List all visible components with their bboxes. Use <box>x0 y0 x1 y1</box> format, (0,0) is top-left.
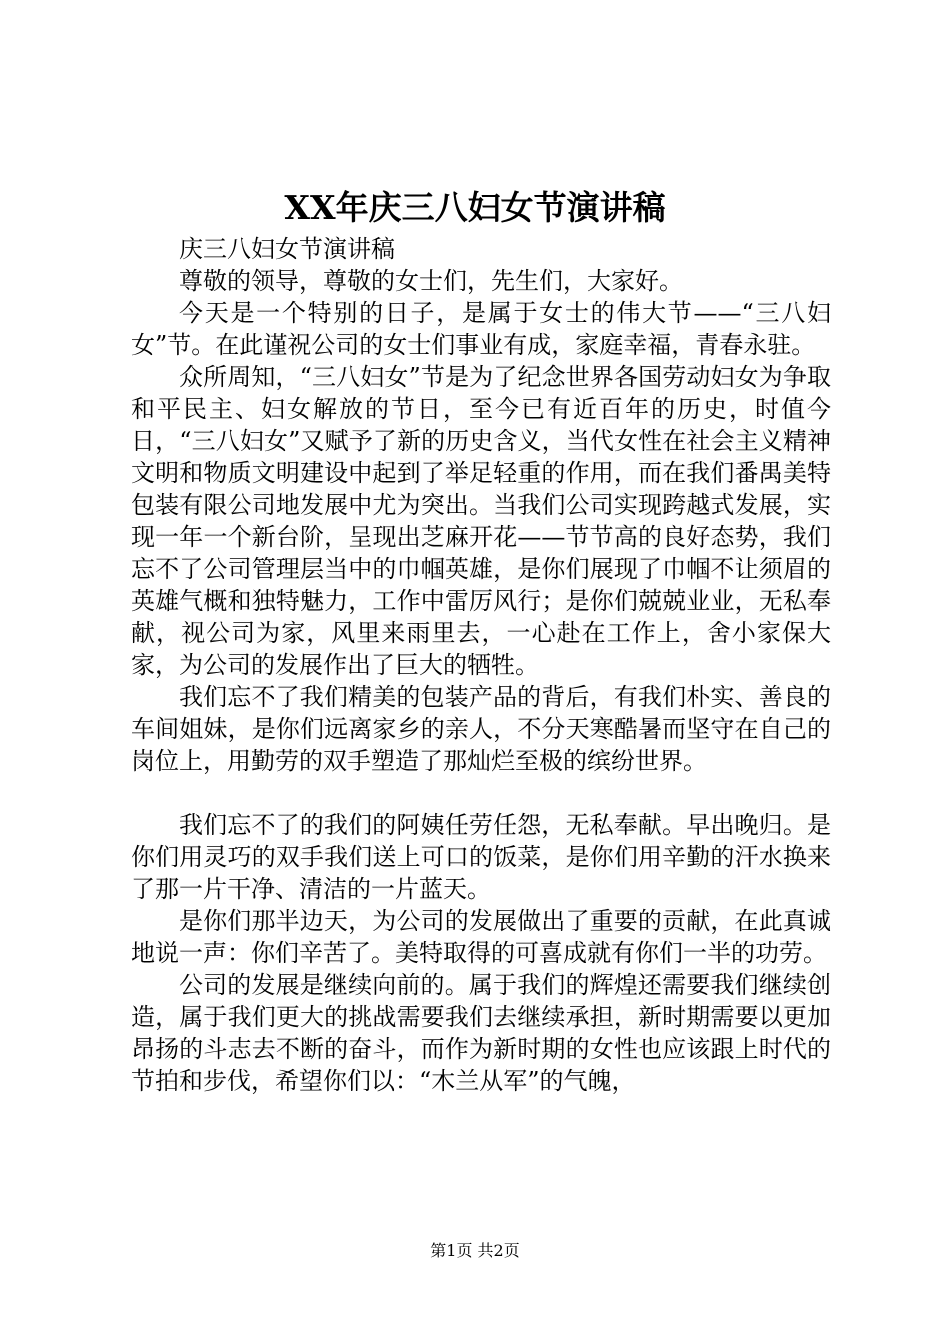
paragraph-subtitle: 庆三八妇女节演讲稿 <box>179 235 395 263</box>
page-footer: 第1页 共2页 <box>430 1241 520 1260</box>
paragraph-future: 公司的发展是继续向前的。属于我们的辉煌还需要我们继续创造，属于我们更大的挑战需要我们去继续承担，新时期需要以更加昂扬的斗志去不断的奋斗，而作为新时期的女性也应该跟上时代的节拍和步伐，希望你们以：“木兰从军”的气魄， <box>131 971 831 1095</box>
paragraph-greeting: 尊敬的领导，尊敬的女士们，先生们，大家好。 <box>179 267 683 295</box>
paragraph-thanks: 是你们那半边天，为公司的发展做出了重要的贡献，在此真诚地说一声：你们辛苦了。美特取得的可喜成就有你们一半的功劳。 <box>131 907 831 967</box>
paragraph-workshop: 我们忘不了我们精美的包装产品的背后，有我们朴实、善良的车间姐妹，是你们远离家乡的亲人，不分天寒酷暑而坚守在自己的岗位上，用勤劳的双手塑造了那灿烂至极的缤纷世界。 <box>131 683 831 775</box>
paragraph-blessing: 今天是一个特别的日子，是属于女士的伟大节——“三八妇女”节。在此谨祝公司的女士们事业有成，家庭幸福，青春永驻。 <box>131 299 831 359</box>
paragraph-history: 众所周知，“三八妇女”节是为了纪念世界各国劳动妇女为争取和平民主、妇女解放的节日，至今已有近百年的历史，时值今日，“三八妇女”又赋予了新的历史含义，当代女性在社会主义精神文明和物质文明建设中起到了举足轻重的作用，而在我们番禺美特包装有限公司地发展中尤为突出。当我们公司实现跨越式发展，实现一年一个新台阶，呈现出芝麻开花——节节高的良好态势，我们忘不了公司管理层当中的巾帼英雄，是你们展现了巾帼不让须眉的英雄气概和独特魅力，工作中雷厉风行；是你们兢兢业业，无私奉献，视公司为家，风里来雨里去，一心赴在工作上，舍小家保大家，为公司的发展作出了巨大的牺牲。 <box>131 363 831 679</box>
document-title: XX年庆三八妇女节演讲稿 <box>284 188 666 227</box>
paragraph-aunts: 我们忘不了的我们的阿姨任劳任怨，无私奉献。早出晚归。是你们用灵巧的双手我们送上可口的饭菜，是你们用辛勤的汗水换来了那一片干净、清洁的一片蓝天。 <box>131 811 831 903</box>
document-body <box>131 233 831 1097</box>
